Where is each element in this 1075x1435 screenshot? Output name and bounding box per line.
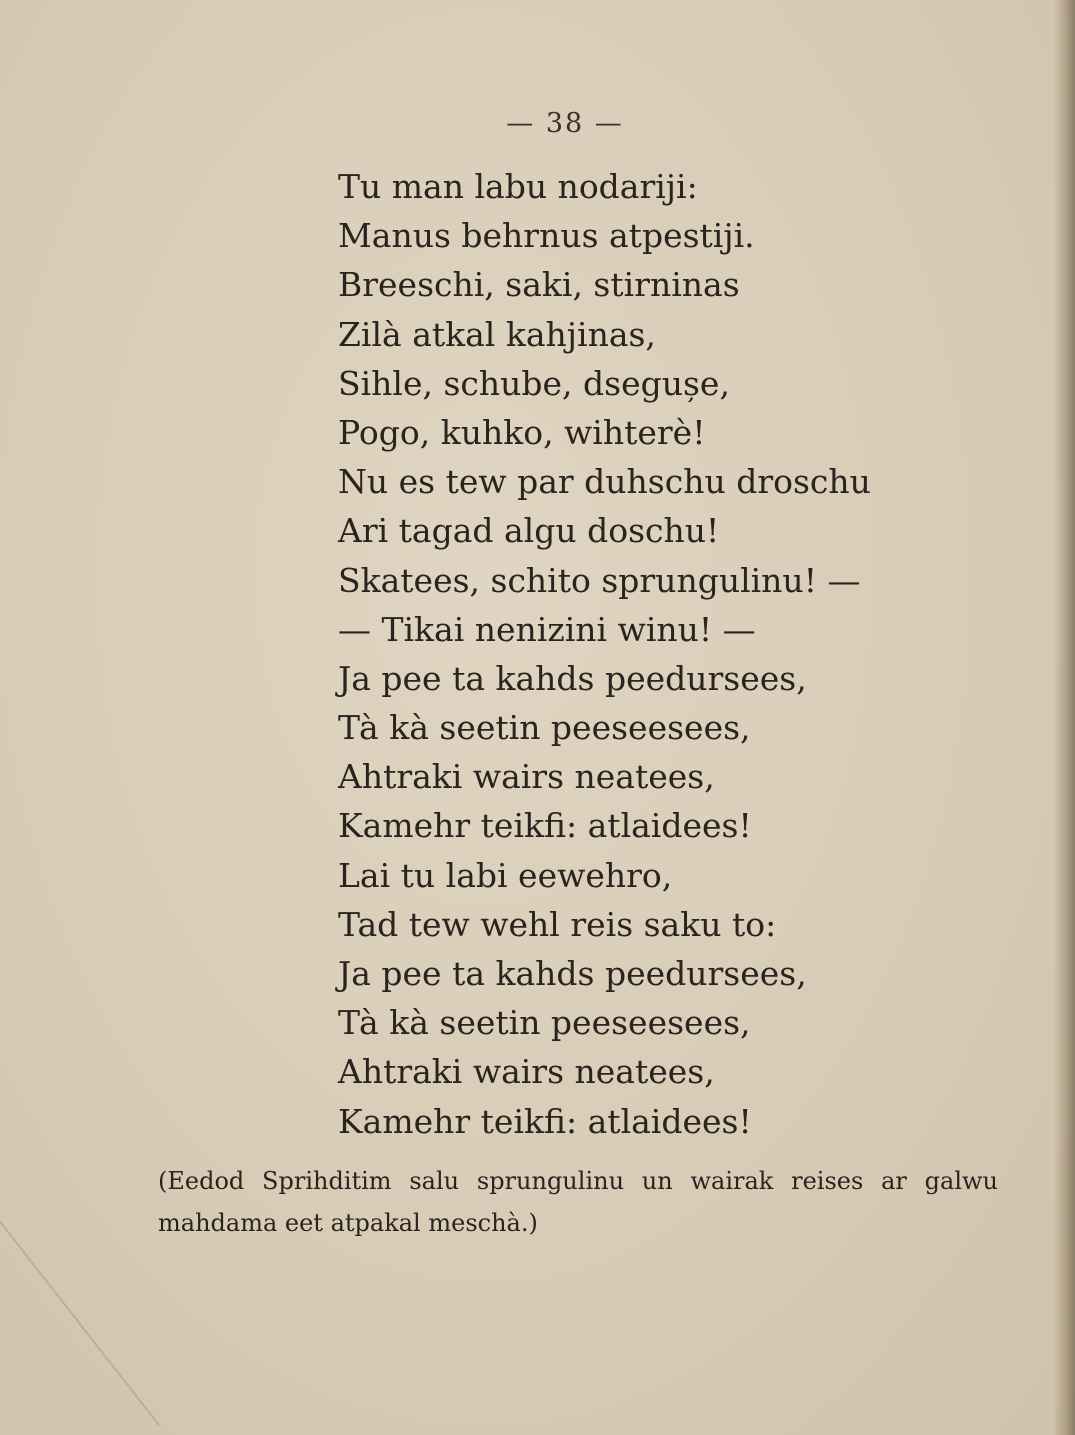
page-number: — 38 — [506,108,624,139]
poem-line: Sihle, schube, dsegușe, [338,363,730,403]
poem-line: Tà kà seetin peeseesees, [338,1003,751,1043]
poem-line: Tu man labu nodariji: [338,167,698,206]
poem-stanza [338,162,871,1146]
poem-line: Breeschi, saki, stirninas [338,265,740,305]
poem-line: Lai tu labi eewehro, [338,855,673,895]
spine-shadow [1053,0,1075,1435]
poem-line: Pogo, kuhko, wihterè! [338,412,706,452]
poem-line: Tà kà seetin peeseesees, [338,708,751,748]
stage-direction: (Eedod Sprihditim salu sprungulinu un wairak reises ar galwu mahdama eet atpakal meschà.) [158,1167,998,1237]
poem-line: Kamehr teikfi: atlaidees! [338,806,752,846]
poem-line: Manus behrnus atpestiji. [338,216,755,256]
poem-line: Nu es tew par duhschu droschu [338,462,871,502]
poem-line: Zilà atkal kahjinas, [338,314,656,354]
poem-line: Kamehr teikfi: atlaidees! [338,1101,752,1141]
poem-line: — Tikai nenizini winu! — [338,609,756,649]
poem-line: Skatees, schito sprungulinu! — [338,560,861,600]
poem-line: Ahtraki wairs neatees, [338,757,715,797]
page-crease [0,1220,160,1426]
poem-line: Tad tew wehl reis saku to: [338,904,777,944]
poem-line: Ari tagad algu doschu! [338,511,720,551]
poem-line: Ja pee ta kahds peedursees, [338,658,807,698]
poem-line: Ja pee ta kahds peedursees, [338,954,807,993]
poem-line: Ahtraki wairs neatees, [338,1052,715,1092]
